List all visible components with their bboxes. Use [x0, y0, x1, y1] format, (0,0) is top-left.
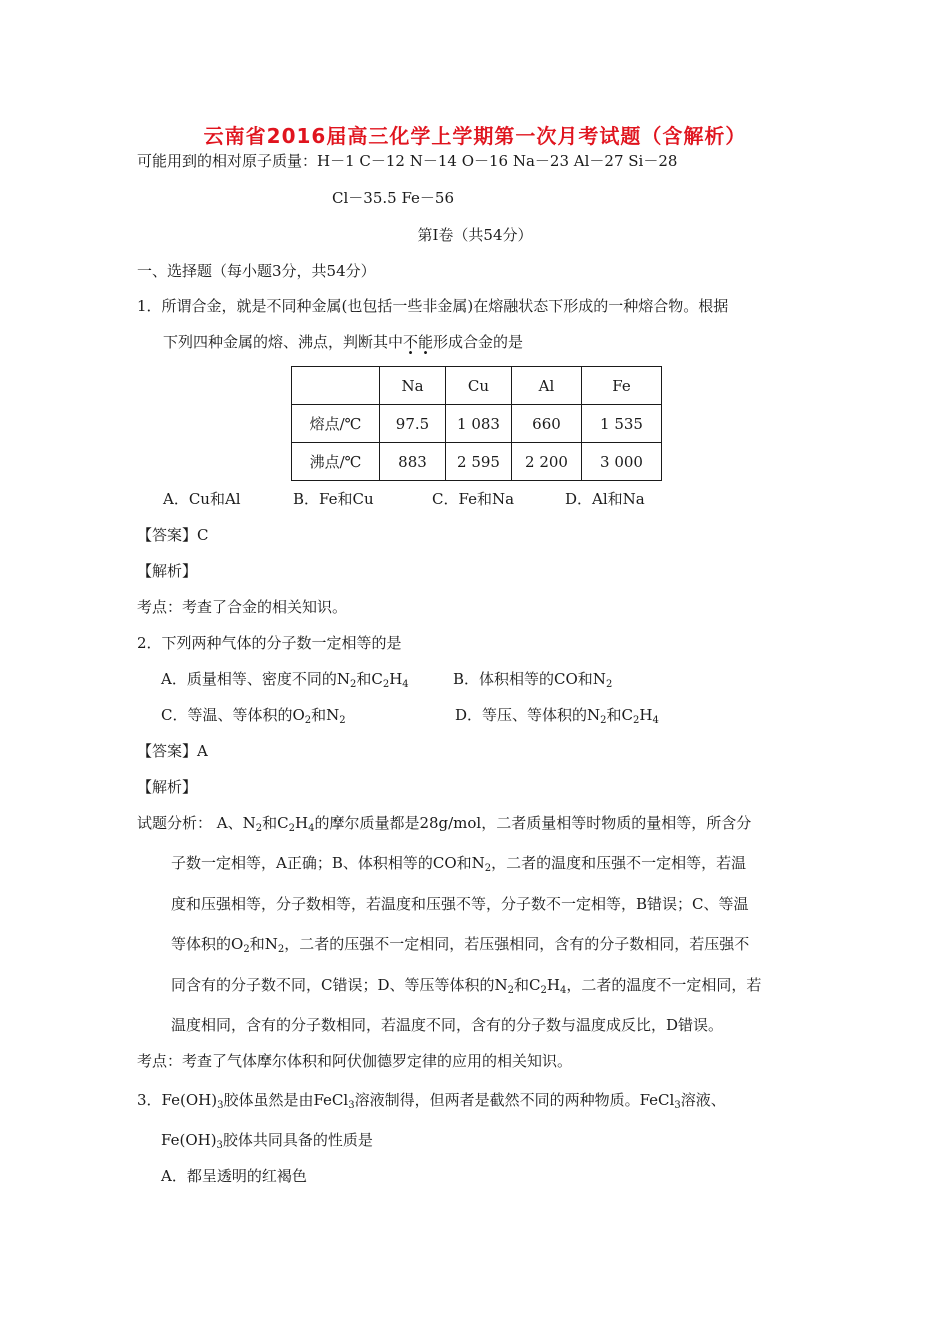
section-heading: 一、选择题（每小题3分，共54分）	[137, 262, 376, 280]
melting-boiling-table	[291, 366, 662, 481]
table-header-row	[292, 367, 662, 405]
q2-analysis-line-6: 温度相同，含有的分子数相同，若温度不同，含有的分子数与温度成反比，D错误。	[171, 1016, 724, 1034]
q2-option-a: A．质量相等、密度不同的$N_2$和$C_2H_4$	[161, 670, 409, 690]
q1-stem-text-end: 形成合金的是	[433, 333, 524, 351]
document-title: 云南省2016届高三化学上学期第一次月考试题（含解析）	[203, 124, 747, 148]
table-cell: 3 000	[582, 443, 662, 481]
q1-kaodian: 考点：考查了合金的相关知识。	[137, 598, 348, 616]
q2-stem: 2．下列两种气体的分子数一定相等的是	[137, 634, 402, 652]
q3-option-a: A．都呈透明的红褐色	[161, 1167, 307, 1185]
table-cell: 883	[380, 443, 446, 481]
q1-stem-text: 下列四种金属的熔、沸点，判断其中	[163, 333, 404, 351]
q1-answer: 【答案】C	[137, 526, 209, 544]
q2-option-b: B．体积相等的CO和$N_2$	[453, 670, 613, 690]
table-cell: 1 535	[582, 405, 662, 443]
table-cell: 沸点/℃	[292, 443, 380, 481]
emphasis-char-1: 不	[403, 333, 419, 351]
q3-stem-line-2: $Fe(OH)_3$胶体共同具备的性质是	[161, 1131, 373, 1151]
volume-heading: 第Ⅰ卷（共54分）	[417, 226, 533, 244]
q1-option-b: B．Fe和Cu	[293, 490, 374, 508]
q2-answer: 【答案】A	[137, 742, 208, 760]
q3-stem-line-1: 3．$Fe(OH)_3$胶体虽然是由FeCl$_3$溶液制得，但两者是截然不同的两种物质。FeCl$_3$溶液、	[137, 1091, 726, 1111]
q1-stem-line-1: 1．所谓合金，就是不同种金属(也包括一些非金属)在熔融状态下形成的一种熔合物。根据	[137, 297, 729, 315]
q2-option-c: C．等温、等体积的$O_2$和$N_2$	[161, 706, 346, 726]
table-header-cell: Fe	[582, 367, 662, 405]
table-header-cell: Cu	[446, 367, 512, 405]
table-cell: 2 200	[512, 443, 582, 481]
table-row	[292, 405, 662, 443]
q2-analysis-line-4: 等体积的$O_2$和$N_2$，二者的压强不一定相同，若压强相同，含有的分子数相同，若压强不	[171, 935, 750, 955]
q1-option-c: C．Fe和Na	[432, 490, 515, 508]
table-cell: 1 083	[446, 405, 512, 443]
table-header-cell	[292, 367, 380, 405]
q2-analysis-line-3: 度和压强相等，分子数相等，若温度和压强不等，分子数不一定相等，B错误；C、等温	[171, 895, 749, 913]
table-header-cell: Al	[512, 367, 582, 405]
q2-analysis-line-1: 试题分析： A、$N_2$和$C_2H_4$的摩尔质量都是28g/mol，二者质量相等时物质的量相等，所含分	[137, 814, 752, 834]
q2-analysis-label: 【解析】	[137, 778, 198, 796]
q2-option-d: D．等压、等体积的$N_2$和$C_2H_4$	[455, 706, 659, 726]
table-cell: 熔点/℃	[292, 405, 380, 443]
q1-option-a: A．Cu和Al	[163, 490, 241, 508]
table-header-cell: Na	[380, 367, 446, 405]
q1-option-d: D．Al和Na	[565, 490, 645, 508]
atomic-mass-line-2: Cl－35.5 Fe－56	[332, 189, 454, 207]
q1-stem-line-2	[163, 332, 523, 352]
atomic-mass-line-1: 可能用到的相对原子质量：H－1 C－12 N－14 O－16 Na－23 Al－27 Si－28	[137, 152, 678, 170]
table-cell: 97.5	[380, 405, 446, 443]
table-cell: 2 595	[446, 443, 512, 481]
emphasis-char-2: 能	[418, 333, 434, 351]
table-cell: 660	[512, 405, 582, 443]
q2-analysis-line-5: 同含有的分子数不同，C错误；D、等压等体积的$N_2$和$C_2H_4$，二者的温度不一定相同，若	[171, 976, 762, 996]
q1-analysis-label: 【解析】	[137, 562, 198, 580]
q2-kaodian: 考点：考查了气体摩尔体积和阿伏伽德罗定律的应用的相关知识。	[137, 1052, 573, 1070]
q2-analysis-line-2: 子数一定相等，A正确；B、体积相等的CO和$N_2$，二者的温度和压强不一定相等，若温	[171, 854, 747, 874]
table-row	[292, 443, 662, 481]
